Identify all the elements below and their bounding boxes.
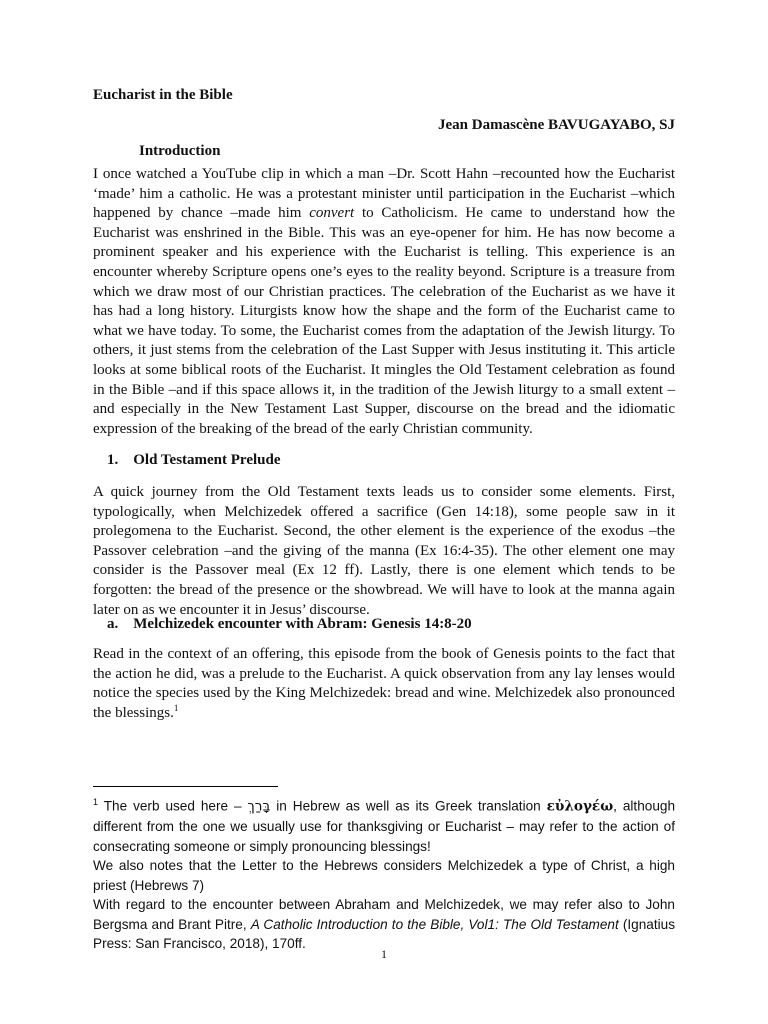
introduction-paragraph — [93, 165, 675, 439]
document-title: Eucharist in the Bible — [93, 87, 233, 103]
footnote-separator — [93, 786, 278, 787]
page-number: 1 — [381, 947, 387, 961]
old-testament-paragraph: A quick journey from the Old Testament texts leads us to consider some elements. First, typologically, when Melchizedek offered a sacrifice (Gen 14:18), some people saw in it prolegomena to the Eucharist. Second, the other element is the experience of the exodus –the Passover celebration –and the giving of the manna (Ex 16:4-35). The other element one may consider is the Passover meal (Ex 12 ff). Lastly, there is one element which tends to be forgotten: the bread of the presence or the showbread. We will have to look at the manna again later on as we encounter it in Jesus’ discourse. — [93, 484, 675, 618]
hebrew-word: בָּרַךְ — [247, 798, 271, 815]
section-heading-introduction: Introduction — [139, 143, 221, 159]
footnote-text-1b: in Hebrew as well as its Greek translation — [270, 798, 547, 814]
intro-emphasis: convert — [309, 205, 355, 222]
footnote-reference[interactable]: 1 — [173, 702, 179, 713]
book-title: A Catholic Introduction to the Bible, Vol1: The Old Testament — [250, 916, 619, 932]
footnote-text-3a: With regard to the encounter between Abraham and Melchizedek, we may refer also to John Bergsma and Brant Pitre, — [93, 897, 675, 932]
section-heading-old-testament-prelude: 1. Old Testament Prelude — [107, 452, 281, 468]
melchizedek-text: Read in the context of an offering, this episode from the book of Genesis points to the fact that the action he did, was a prelude to the Eucharist. A quick observation from any lay lenses would notice the species used by the King Melchizedek: bread and wine. Melchizedek also pronounced the blessings. — [93, 646, 675, 721]
footnote-marker: 1 — [93, 797, 99, 807]
footnote-text-1c: , although different from the one we usually use for thanksgiving or Eucharist – may refer to the action of consecrating someone or simply pronouncing blessings! — [93, 798, 676, 854]
footnote-line-1 — [93, 793, 675, 856]
footnote — [93, 793, 675, 954]
subsection-heading-melchizedek: a. Melchizedek encounter with Abram: Genesis 14:8-20 — [107, 616, 472, 632]
intro-text-part-2: to Catholicism. He came to understand how the Eucharist was enshrined in the Bible. This was an eye-opener for him. He has now become a prominent speaker and his experience with the Eucharist is telling. This experience is an encounter whereby Scripture opens one’s eyes to the reality beyond. Scripture is a treasure from which we draw most of our Christian practices. The celebration of the Eucharist as we have it has had a long history. Liturgists know how the shape and the form of the Eucharist came to what we have today. To some, the Eucharist comes from the adaptation of the Jewish liturgy. To others, it just stems from the celebration of the Last Supper with Jesus instituting it. This article looks at some biblical roots of the Eucharist. It mingles the Old Testament celebration as found in the Bible –and if this space allows it, in the tradition of the Jewish liturgy to a small extent –and especially in the New Testament Last Supper, discourse on the bread and the idiomatic expression of the breaking of the bread of the early Christian community. — [93, 205, 675, 437]
footnote-line-2: We also notes that the Letter to the Hebrews considers Melchizedek a type of Christ, a high priest (Hebrews 7) — [93, 858, 675, 893]
footnote-text-3b: (Ignatius Press: San Francisco, 2018), 170ff. — [93, 916, 676, 952]
footnote-text-1a: The verb used here – — [98, 798, 248, 814]
melchizedek-paragraph — [93, 645, 675, 723]
greek-word: εὐλογέω — [546, 798, 614, 815]
intro-text-part-1: I once watched a YouTube clip in which a man –Dr. Scott Hahn –recounted how the Eucharist ‘made’ him a catholic. He was a protestant minister until participation in the Eucharist –which happened by chance –made him — [93, 166, 675, 222]
author-name: Jean Damascène BAVUGAYABO, SJ — [438, 117, 675, 133]
footnote-line-3 — [93, 895, 675, 954]
